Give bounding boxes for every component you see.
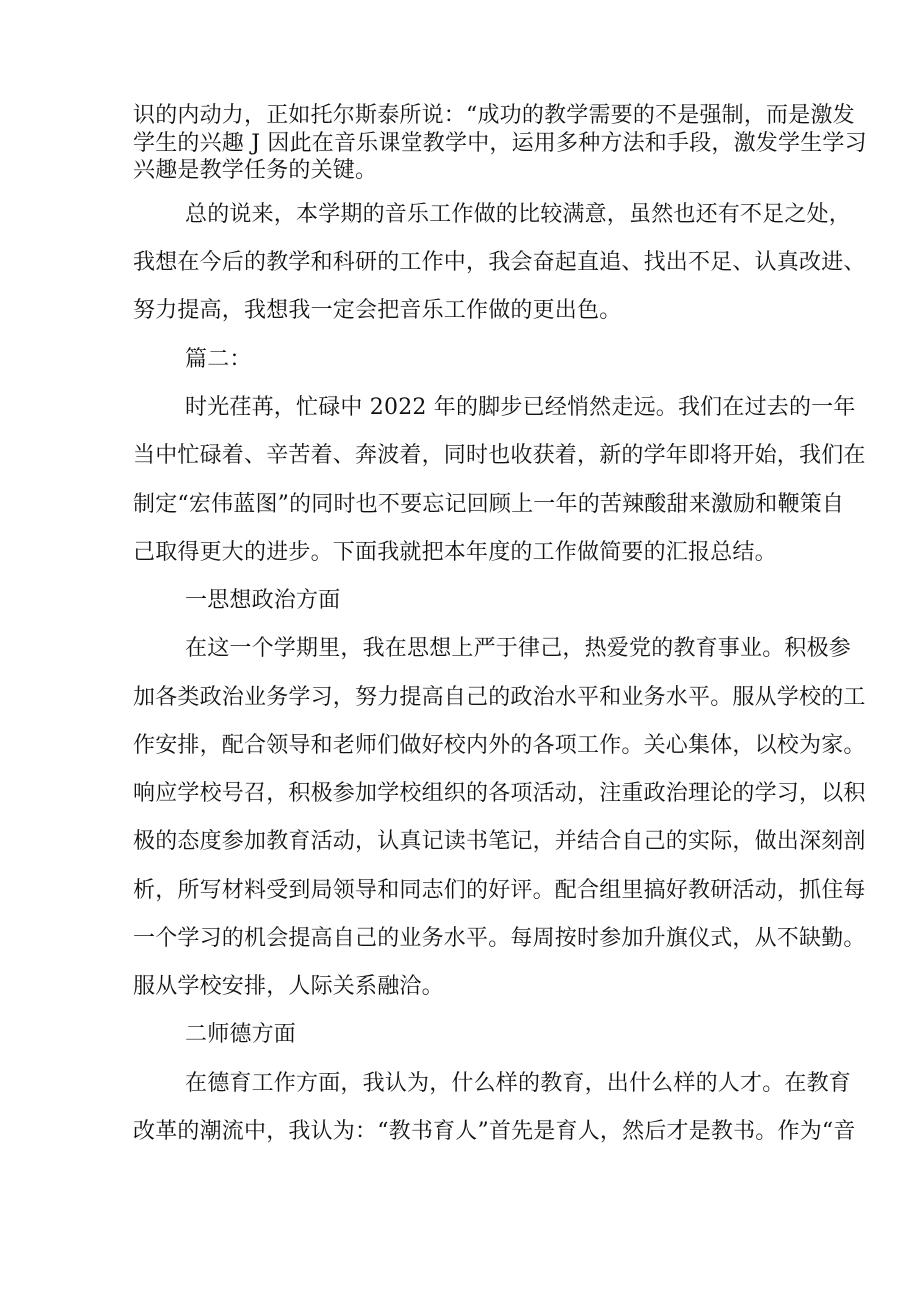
text-line: 在德育工作方面，我认为，什么样的教育，出什么样的人才。在教育	[185, 1071, 852, 1096]
text-line: 己取得更大的进步。下面我就把本年度的工作做简要的汇报总结。	[133, 540, 777, 565]
text-line: 改革的潮流中，我认为：“教书育人”首先是育人，然后才是教书。作为“音	[133, 1119, 856, 1144]
section-heading: 一思想政治方面	[185, 588, 341, 613]
text-line: 努力提高，我想我一定会把音乐工作做的更出色。	[133, 298, 622, 323]
text-line: 极的态度参加教育活动，认真记读书笔记，并结合自己的实际，做出深刻剖	[133, 829, 866, 854]
section-heading: 篇二：	[185, 347, 252, 372]
text-line: 在这一个学期里，我在思想上严于律己，热爱党的教育事业。积极参	[185, 636, 852, 661]
text-line: 服从学校安排，人际关系融洽。	[133, 974, 444, 999]
section-heading: 二师德方面	[185, 1022, 297, 1047]
text-line: 我想在今后的教学和科研的工作中，我会奋起直追、找出不足、认真改进、	[133, 250, 866, 275]
text-line: 响应学校号召，积极参加学校组织的各项活动，注重政治理论的学习，以积	[133, 781, 866, 806]
text-line: 兴趣是教学任务的关键。	[133, 158, 378, 183]
text-line: 一个学习的机会提高自己的业务水平。每周按时参加升旗仪式，从不缺勤。	[133, 926, 866, 951]
text-line: 析，所写材料受到局领导和同志们的好评。配合组里搞好教研活动，抓住每	[133, 878, 866, 903]
text-line: 制定“宏伟蓝图”的同时也不要忘记回顾上一年的苦辣酸甜来激励和鞭策自	[133, 492, 845, 517]
text-line: 作安排，配合领导和老师们做好校内外的各项工作。关心集体，以校为家。	[133, 733, 866, 758]
text-line: 识的内动力，正如托尔斯泰所说：“成功的教学需要的不是强制，而是激发	[133, 103, 855, 128]
text-line: 总的说来，本学期的音乐工作做的比较满意，虽然也还有不足之处，	[185, 202, 852, 227]
text-line: 学生的兴趣 J 因此在音乐课堂教学中，运用多种方法和手段，激发学生学习	[133, 131, 867, 156]
text-line: 时光荏苒，忙碌中 2022 年的脚步已经悄然走远。我们在过去的一年	[185, 395, 856, 420]
text-line: 加各类政治业务学习，努力提高自己的政治水平和业务水平。服从学校的工	[133, 685, 866, 710]
text-line: 当中忙碌着、辛苦着、奔波着，同时也收获着，新的学年即将开始，我们在	[133, 443, 866, 468]
